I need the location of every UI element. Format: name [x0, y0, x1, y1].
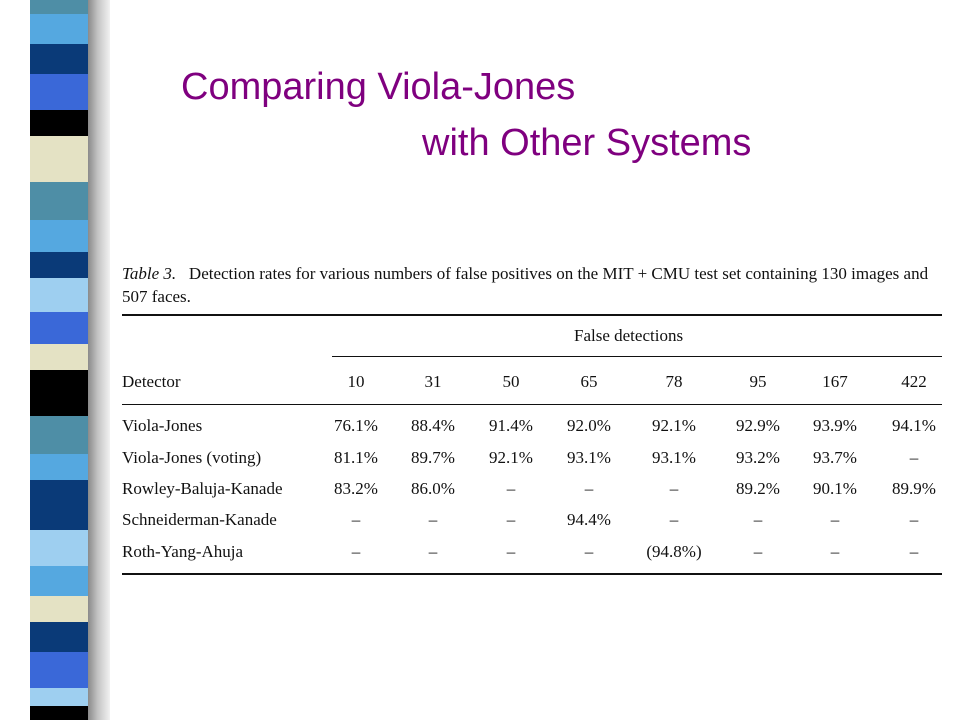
table-cell: – [830, 510, 840, 529]
column-header: 50 [502, 372, 520, 391]
false-detections-header: False detections [574, 326, 684, 345]
table-cell: 93.1% [567, 448, 611, 467]
stripe-block [30, 688, 88, 706]
stripe-block [30, 136, 88, 182]
table-row-detector: Schneiderman-Kanade [122, 510, 277, 529]
table-top-rule [122, 314, 942, 316]
table-row-detector: Rowley-Baluja-Kanade [122, 479, 283, 498]
stripe-block [30, 370, 88, 416]
table-cell: 93.1% [652, 448, 696, 467]
column-header: 31 [424, 372, 442, 391]
stripe-block [30, 278, 88, 312]
slide-title-line2: with Other Systems [422, 122, 752, 164]
table-cell: – [753, 510, 763, 529]
table-caption [122, 262, 944, 308]
decorative-stripe-bar [0, 0, 110, 720]
table-cell: – [753, 542, 763, 561]
table-cell: 86.0% [411, 479, 455, 498]
table-cell: 89.2% [736, 479, 780, 498]
table-cell: – [428, 510, 438, 529]
table-cell: 81.1% [334, 448, 378, 467]
stripe-block [30, 416, 88, 454]
table-row-detector: Roth-Yang-Ahuja [122, 542, 244, 561]
stripe-block [30, 530, 88, 566]
table-caption-text: Detection rates for various numbers of false positives on the MIT + CMU test set containing 130 images and 507 faces. [122, 264, 929, 306]
slide-title-line1: Comparing Viola-Jones [181, 66, 576, 108]
column-header: 422 [901, 372, 927, 391]
stripe-block [30, 566, 88, 598]
stripe-shadow [88, 0, 110, 720]
table-cell: – [669, 510, 679, 529]
stripe-block [30, 220, 88, 252]
stripe-block [30, 0, 88, 14]
table-cell: – [909, 448, 919, 467]
stripe-block [30, 454, 88, 480]
table-cell: 94.1% [892, 416, 936, 435]
table-cell: 92.0% [567, 416, 611, 435]
table-row-detector: Viola-Jones [122, 416, 203, 435]
stripe-block [30, 312, 88, 344]
table-cell: 91.4% [489, 416, 533, 435]
table-cell: 89.7% [411, 448, 455, 467]
table-cell: – [351, 510, 361, 529]
stripe-block [30, 44, 88, 74]
stripe-block [30, 652, 88, 688]
column-header: 10 [347, 372, 365, 391]
stripe-block [30, 596, 88, 622]
column-header: 167 [822, 372, 848, 391]
table-cell: – [584, 479, 594, 498]
table-cell: 93.2% [736, 448, 780, 467]
table-caption-label: Table 3. [122, 264, 177, 283]
table-cell: 93.9% [813, 416, 857, 435]
table-cell: – [830, 542, 840, 561]
stripe-block [30, 110, 88, 136]
table-cell: – [909, 542, 919, 561]
stripe-block [30, 706, 88, 720]
table-cell: 92.1% [652, 416, 696, 435]
table-cell: – [909, 510, 919, 529]
table-cell: 88.4% [411, 416, 455, 435]
table-cell: (94.8%) [646, 542, 702, 561]
table-cell: 93.7% [813, 448, 857, 467]
table-cell: 92.9% [736, 416, 780, 435]
table-cell: – [351, 542, 361, 561]
table-cell: 94.4% [567, 510, 611, 529]
column-header: 65 [580, 372, 598, 391]
stripe-block [30, 480, 88, 530]
detector-header: Detector [122, 372, 181, 391]
table-cell: 92.1% [489, 448, 533, 467]
table-cell: – [506, 542, 516, 561]
table-cell: – [669, 479, 679, 498]
stripe-block [30, 252, 88, 278]
table-cell: 90.1% [813, 479, 857, 498]
header-bottom-rule [122, 404, 942, 405]
table-cell: 83.2% [334, 479, 378, 498]
stripe-block [30, 74, 88, 110]
table-cell: 89.9% [892, 479, 936, 498]
stripe-block [30, 182, 88, 220]
column-header: 78 [665, 372, 683, 391]
stripe-column [30, 0, 88, 720]
table-cell: 76.1% [334, 416, 378, 435]
stripe-block [30, 344, 88, 370]
column-header: 95 [749, 372, 767, 391]
stripe-block [30, 622, 88, 652]
table-cell: – [506, 479, 516, 498]
table-row-detector: Viola-Jones (voting) [122, 448, 262, 467]
stripe-block [30, 14, 88, 44]
group-header-rule [332, 356, 942, 357]
table-cell: – [584, 542, 594, 561]
table-cell: – [506, 510, 516, 529]
table-bottom-rule [122, 573, 942, 575]
table-cell: – [428, 542, 438, 561]
